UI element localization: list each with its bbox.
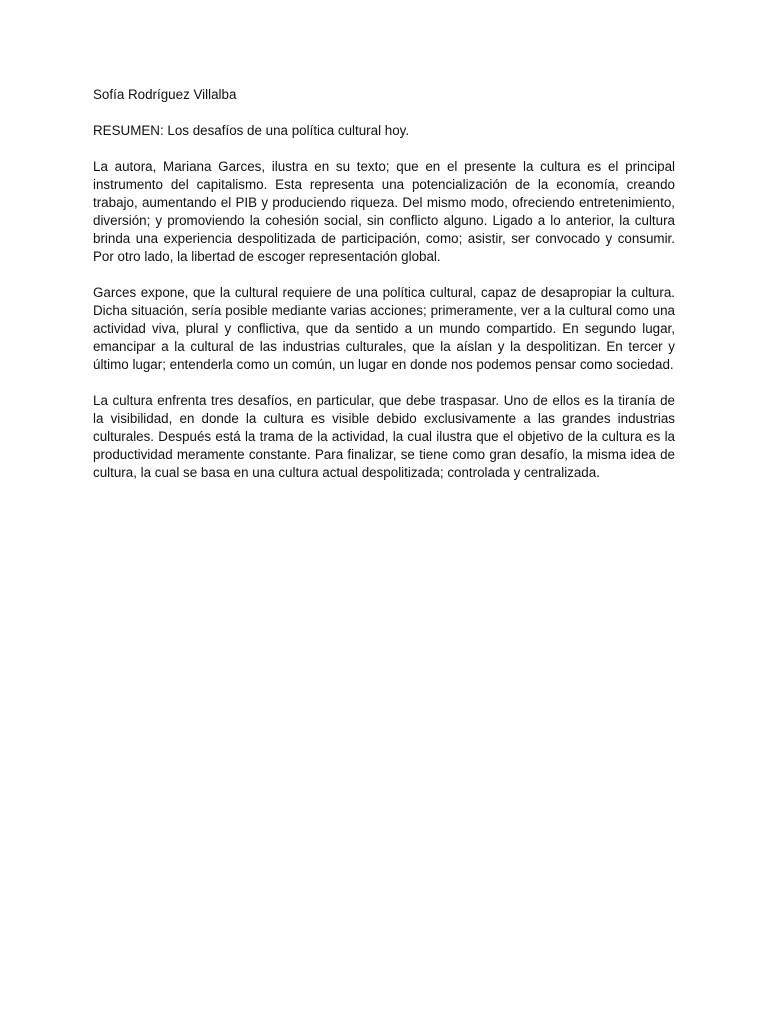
paragraph-2: Garces expone, que la cultural requiere de una política cultural, capaz de desapropiar la cultura. Dicha situación, sería posible mediante varias acciones; primeramente, ver a la cultural como una actividad viva, plural y conflictiva, que da sentido a un mundo compartido. En segundo lugar, emancipar a la cultural de las industrias culturales, que la aíslan y la despolitizan. En tercer y último lugar; entenderla como un común, un lugar en donde nos podemos pensar como sociedad. [93,285,675,372]
paragraph-3: La cultura enfrenta tres desafíos, en particular, que debe traspasar. Uno de ellos es la tiranía de la visibilidad, en donde la cultura es visible debido exclusivamente a las grandes industrias culturales. Después está la trama de la actividad, la cual ilustra que el objetivo de la cultura es la productividad meramente constante. Para finalizar, se tiene como gran desafío, la misma idea de cultura, la cual se basa en una cultura actual despolitizada; controlada y centralizada. [93,393,675,480]
paragraph-1: La autora, Mariana Garces, ilustra en su texto; que en el presente la cultura es el principal instrumento del capitalismo. Esta representa una potencialización de la economía, creando trabajo, aumentando el PIB y produciendo riqueza. Del mismo modo, ofreciendo entretenimiento, diversión; y promoviendo la cohesión social, sin conflicto alguno. Ligado a lo anterior, la cultura brinda una experiencia despolitizada de participación, como; asistir, ser convocado y consumir. Por otro lado, la libertad de escoger representación global. [93,159,675,264]
document-body [93,86,675,500]
document-title: RESUMEN: Los desafíos de una política cultural hoy. [93,123,410,138]
author-name: Sofía Rodríguez Villalba [93,87,237,102]
